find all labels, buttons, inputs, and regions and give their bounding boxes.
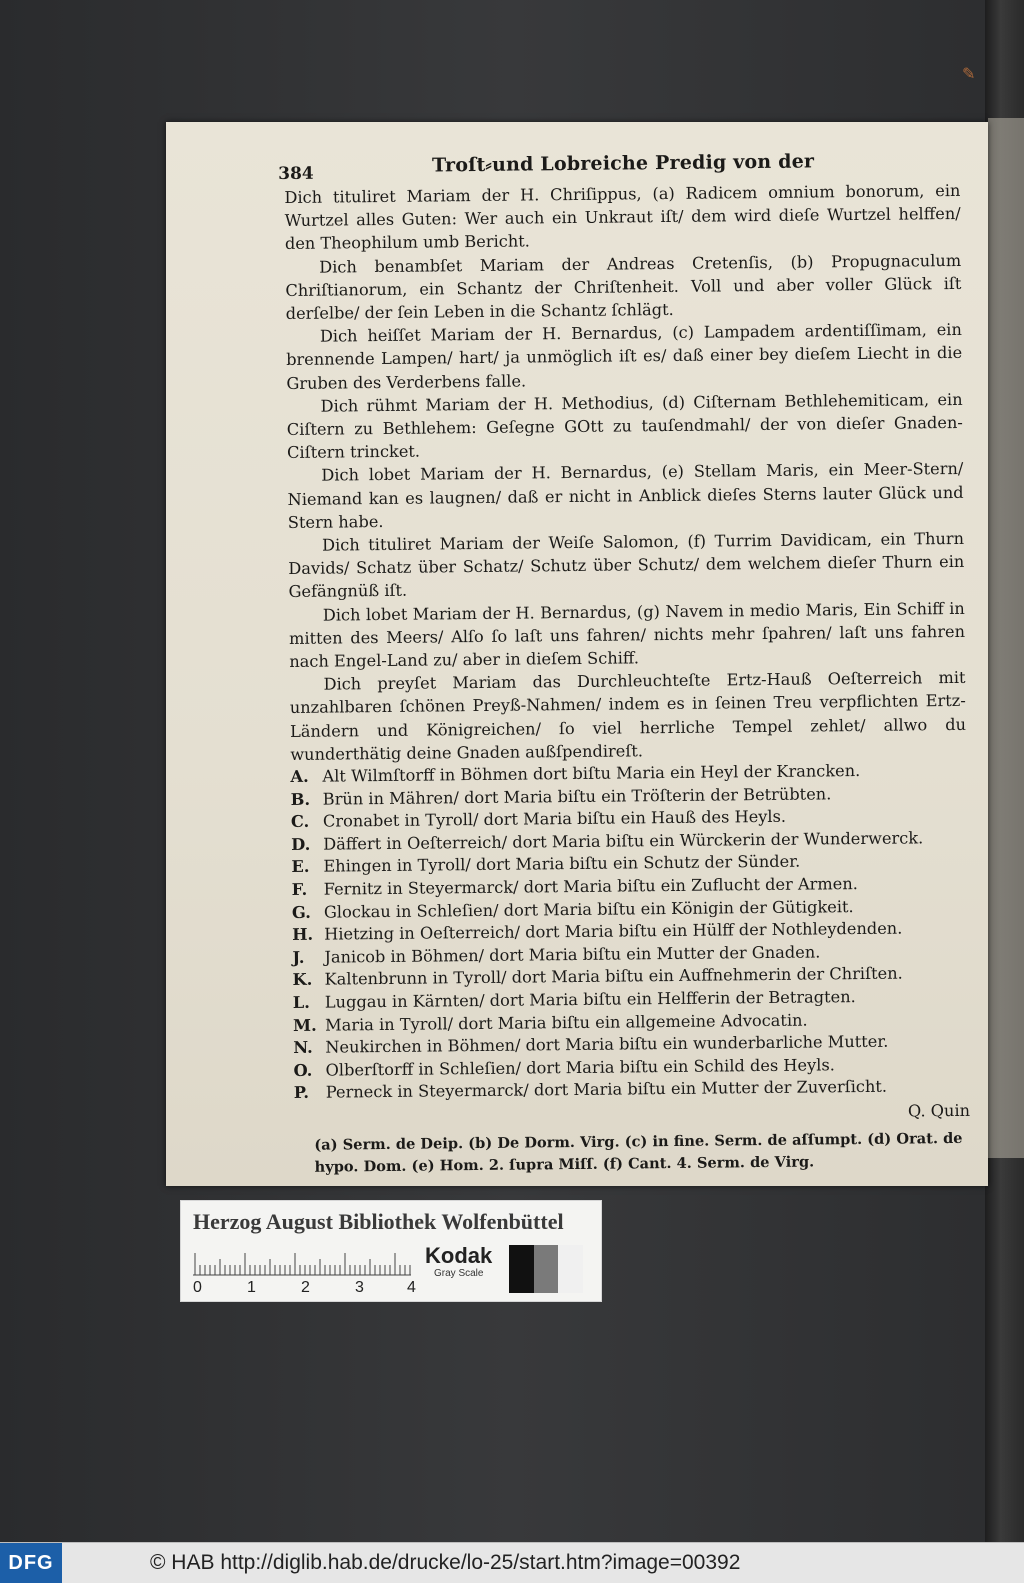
list-item: D. Däffert in Oeſterreich/ dort Maria biſtu ein Würckerin der Wunderwerck. [291, 828, 924, 854]
list-item: F. Fernitz in Steyermarck/ dort Maria biſtu ein Zuflucht der Armen. [291, 874, 858, 900]
running-head: Troſt⸗und Lobreiche Predig von der [431, 150, 815, 177]
gray-scale-label: Gray Scale [434, 1268, 484, 1279]
ruler-number: 0 [193, 1279, 202, 1296]
ruler-number: 3 [355, 1279, 364, 1296]
ruler-scale [193, 1247, 413, 1277]
list-item: L. Luggau in Kärnten/ dort Maria biſtu ein Helfferin der Betragten. [292, 987, 856, 1012]
swatch-gray [534, 1245, 559, 1293]
catchword: Q. Quin [907, 1100, 971, 1121]
list-item: O. Olberſtorff in Schleſien/ dort Maria biſtu ein Schild des Heyls. [293, 1055, 835, 1080]
shrine-list [290, 759, 970, 1105]
ruler-number: 1 [247, 1279, 256, 1296]
kodak-logo: Kodak [425, 1243, 493, 1268]
swatch-black [509, 1245, 534, 1293]
ruler-number: 4 [407, 1279, 416, 1296]
paragraph: Dich lobet Mariam der H. Bernardus, (e) Stellam Maris, ein Meer-Stern/ Niemand kan es laugnen/ daß er nicht in Anblick dieſes Sterns lauter Glück und Stern habe. [287, 459, 964, 532]
ruler-number: 2 [301, 1279, 310, 1296]
corner-mark: ✎ [962, 64, 977, 83]
color-reference-card [180, 1200, 602, 1302]
page-text-block [278, 149, 971, 1179]
list-item: N. Neukirchen in Böhmen/ dort Maria biſtu ein wunderbarliche Mutter. [293, 1031, 889, 1058]
list-item: H. Hietzing in Oeſterreich/ dort Maria biſtu ein Hülff der Nothleydenden. [292, 918, 903, 945]
list-item: B. Brün in Mähren/ dort Maria biſtu ein Tröſterin der Betrübten. [290, 783, 832, 809]
paragraph: Dich tituliret Mariam der Weiſe Salomon, (f) Turrim Davidicam, ein Thurn Davids/ Schatz über Schatz/ Schutz über Schutz/ dem welchem dieſer Thurn ein Gefängnüß iſt. [288, 528, 965, 602]
next-page-edge [988, 118, 1024, 1158]
book-page [166, 122, 988, 1186]
gray-swatches [509, 1245, 583, 1293]
footer-bar [0, 1542, 1024, 1583]
paragraph: Dich rühmt Mariam der H. Methodius, (d) Ciſternam Bethlehemiticam, ein Ciſtern zu Bethlehem: Geſegne GOtt zu tauſendmahl/ der von dieſer Gnaden-Ciſtern trincket. [286, 389, 963, 463]
list-item: M. Maria in Tyroll/ dort Maria biſtu ein allgemeine Advocatin. [293, 1010, 808, 1035]
paragraph: Dich benambſet Mariam der Andreas Cretenſis, (b) Propugnaculum Chriſtianorum, ein Schantz der Chriſtenheit. Voll und aber voller Glück iſt derſelbe/ der ſein Leben in die Schantz ſchlägt. [285, 250, 962, 324]
list-item: G. Glockau in Schleſien/ dort Maria biſtu ein Königin der Gütigkeit. [291, 896, 854, 922]
paragraph: Dich tituliret Mariam der H. Chriſippus, (a) Radicem omnium bonorum, ein Wurtzel alles Guten: Wer auch ein Unkraut iſt/ dem wird dieſe Wurtzel helffen/ den Theophilum umb Bericht. [284, 180, 961, 254]
page-number: 384 [278, 163, 314, 185]
list-item: J. Janicob in Böhmen/ dort Maria biſtu ein Mutter der Gnaden. [292, 942, 821, 967]
footnotes: (a) Serm. de Deip. (b) De Dorm. Virg. (c) in fine. Serm. de aſſumpt. (d) Orat. de hypo. Dom. (e) Hom. 2. ſupra Miſſ. (f) Cant. 4. Serm. de Virg. [314, 1129, 963, 1176]
swatch-white [558, 1245, 583, 1293]
paragraph: Dich preyſet Mariam das Durchleuchteſte Ertz-Hauß Oeſterreich mit unzahlbaren ſchönen Preyß-Nahmen/ indem es in ſeinen Treu verpflichten Ertz-Ländern und Königreichen/ ſo viel herrliche Tempel zehlet/ allwo du wunderthätig deine Gnaden außſpendireſt. [289, 668, 967, 764]
paragraph: Dich heiſſet Mariam der H. Bernardus, (c) Lampadem ardentiſſimam, ein brennende Lampen/ hart/ ja unmöglich iſt es/ daß einer bey dieſem Liecht in die Gruben des Verderbens falle. [286, 320, 963, 393]
list-item: P. Perneck in Steyermarck/ dort Maria biſtu ein Mutter der Zuverſicht. [293, 1077, 888, 1103]
library-name: Herzog August Bibliothek Wolfenbüttel [193, 1209, 564, 1234]
paragraph: Dich lobet Mariam der H. Bernardus, (g) Navem in medio Maris, Ein Schiff in mitten des Meers/ Alſo ſo laſt uns fahren/ nichts mehr ſpahren/ laſt uns fahren nach Engel-Land zu/ aber in dieſem Schiff. [288, 598, 966, 672]
copyright-url[interactable]: © HAB http://diglib.hab.de/drucke/lo-25/start.htm?image=00392 [150, 1551, 741, 1574]
list-item: K. Kaltenbrunn in Tyroll/ dort Maria biſtu ein Auffnehmerin der Chriſten. [292, 963, 903, 990]
list-item: A. Alt Wilmſtorff in Böhmen dort biſtu Maria ein Heyl der Krancken. [290, 761, 861, 787]
list-item: E. Ehingen in Tyroll/ dort Maria biſtu ein Schutz der Sünder. [291, 852, 801, 877]
dfg-logo[interactable]: DFG [0, 1543, 62, 1583]
list-item: C. Cronabet in Tyroll/ dort Maria biſtu ein Hauß des Heyls. [290, 807, 787, 832]
